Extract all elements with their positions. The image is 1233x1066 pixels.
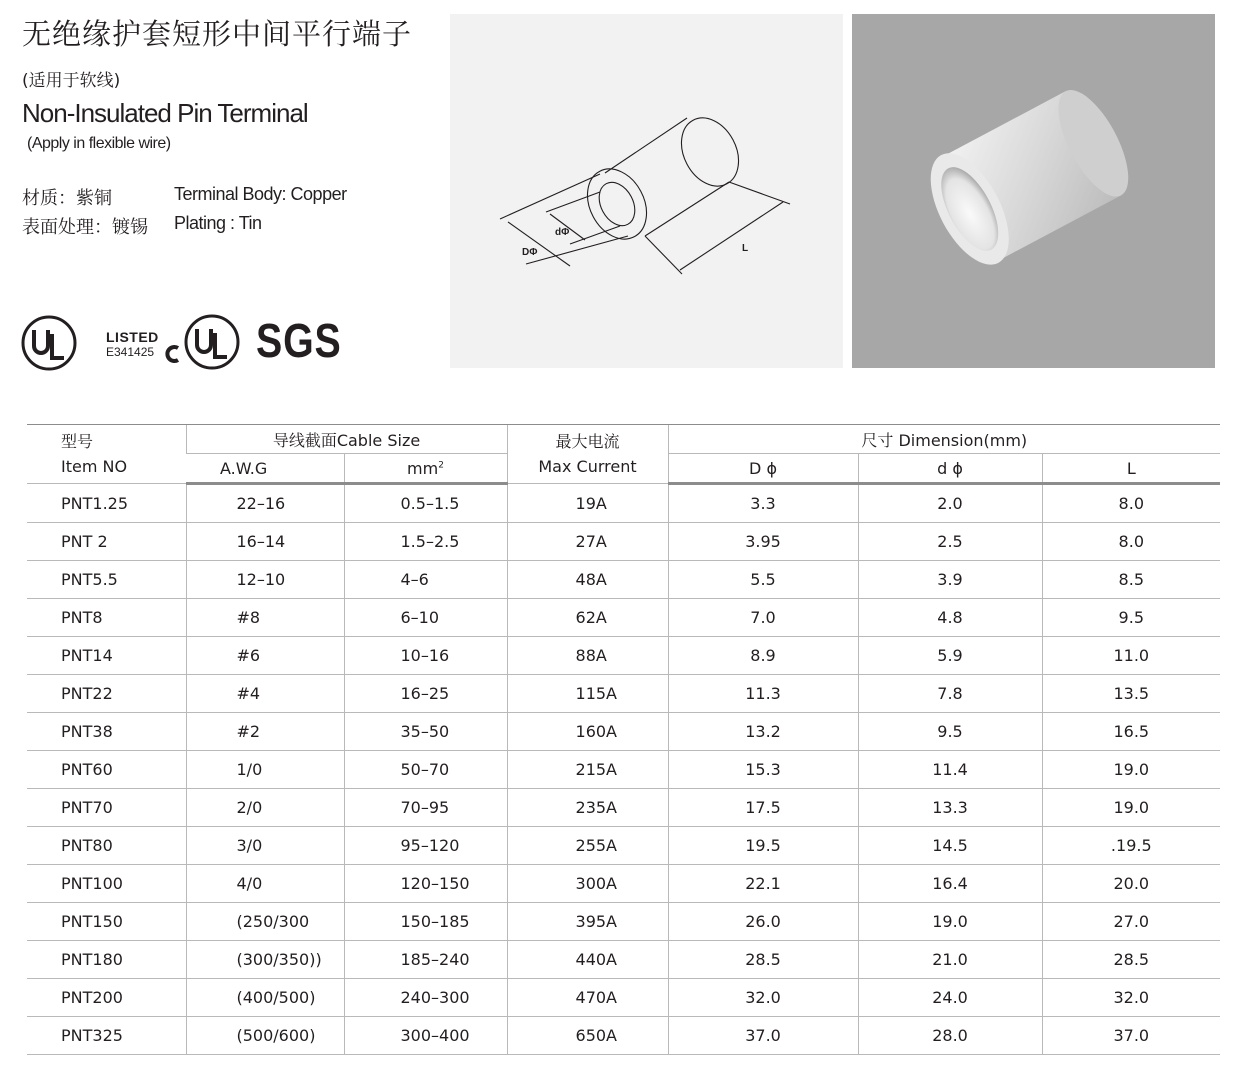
cell-current: 160A xyxy=(507,713,668,751)
cell-awg: (300/350)) xyxy=(186,941,344,979)
table-row xyxy=(27,484,1220,523)
cell-mm2: 10–16 xyxy=(344,637,507,675)
listed-mark xyxy=(106,330,159,358)
cell-outer-diameter: 32.0 xyxy=(668,979,858,1017)
cell-length: 8.0 xyxy=(1042,523,1220,561)
cell-outer-diameter: 7.0 xyxy=(668,599,858,637)
cell-mm2: 300–400 xyxy=(344,1017,507,1055)
cell-length: 19.0 xyxy=(1042,751,1220,789)
cell-item: PNT70 xyxy=(27,789,186,827)
cell-outer-diameter: 19.5 xyxy=(668,827,858,865)
cell-length: 9.5 xyxy=(1042,599,1220,637)
header-L: L xyxy=(1042,454,1220,484)
header-item-cn: 型号 xyxy=(61,432,94,451)
cell-mm2: 120–150 xyxy=(344,865,507,903)
cell-item: PNT14 xyxy=(27,637,186,675)
inner-diameter-label: dΦ xyxy=(555,227,570,238)
cell-length: 27.0 xyxy=(1042,903,1220,941)
cell-current: 235A xyxy=(507,789,668,827)
cell-length: .19.5 xyxy=(1042,827,1220,865)
cell-current: 88A xyxy=(507,637,668,675)
cell-item: PNT150 xyxy=(27,903,186,941)
cell-mm2: 240–300 xyxy=(344,979,507,1017)
cell-inner-diameter: 21.0 xyxy=(858,941,1042,979)
cell-mm2: 150–185 xyxy=(344,903,507,941)
cell-inner-diameter: 14.5 xyxy=(858,827,1042,865)
cell-awg: 2/0 xyxy=(186,789,344,827)
cell-awg: 22–16 xyxy=(186,484,344,523)
table-row xyxy=(27,789,1220,827)
header-mm2 xyxy=(344,454,507,484)
cell-mm2: 4–6 xyxy=(344,561,507,599)
cell-item: PNT80 xyxy=(27,827,186,865)
cell-item: PNT200 xyxy=(27,979,186,1017)
cell-length: 32.0 xyxy=(1042,979,1220,1017)
cell-current: 62A xyxy=(507,599,668,637)
cell-mm2: 185–240 xyxy=(344,941,507,979)
cell-outer-diameter: 5.5 xyxy=(668,561,858,599)
spec-plating-value: Plating : Tin xyxy=(174,213,262,233)
cell-current: 215A xyxy=(507,751,668,789)
header-d: d ϕ xyxy=(858,454,1042,484)
cell-current: 255A xyxy=(507,827,668,865)
spec-material-value: Terminal Body: Copper xyxy=(174,184,347,204)
page-title-en: Non-Insulated Pin Terminal xyxy=(22,98,308,128)
cell-item: PNT8 xyxy=(27,599,186,637)
cell-item: PNT5.5 xyxy=(27,561,186,599)
listed-number: E341425 xyxy=(106,345,155,359)
cell-current: 115A xyxy=(507,675,668,713)
table-row xyxy=(27,675,1220,713)
cell-mm2: 70–95 xyxy=(344,789,507,827)
spec-material xyxy=(22,184,347,210)
cell-item: PNT325 xyxy=(27,1017,186,1055)
cell-inner-diameter: 24.0 xyxy=(858,979,1042,1017)
table-row xyxy=(27,637,1220,675)
cul-logo xyxy=(164,310,244,374)
cell-mm2: 6–10 xyxy=(344,599,507,637)
listed-label: LISTED xyxy=(106,329,159,345)
cell-outer-diameter: 37.0 xyxy=(668,1017,858,1055)
cell-outer-diameter: 22.1 xyxy=(668,865,858,903)
header-current-en: Max Current xyxy=(538,457,637,476)
terminal-drawing xyxy=(450,14,843,368)
cell-length: 16.5 xyxy=(1042,713,1220,751)
cell-length: 11.0 xyxy=(1042,637,1220,675)
header-D: D ϕ xyxy=(668,454,858,484)
table-row xyxy=(27,561,1220,599)
cell-item: PNT60 xyxy=(27,751,186,789)
cell-length: 20.0 xyxy=(1042,865,1220,903)
table-row xyxy=(27,751,1220,789)
cell-inner-diameter: 3.9 xyxy=(858,561,1042,599)
cell-length: 37.0 xyxy=(1042,1017,1220,1055)
header-item xyxy=(27,425,186,484)
cell-inner-diameter: 9.5 xyxy=(858,713,1042,751)
cell-current: 48A xyxy=(507,561,668,599)
cell-awg: (250/300 xyxy=(186,903,344,941)
cell-current: 440A xyxy=(507,941,668,979)
cell-outer-diameter: 3.95 xyxy=(668,523,858,561)
terminal-photo xyxy=(852,14,1215,368)
cell-item: PNT38 xyxy=(27,713,186,751)
cell-mm2: 95–120 xyxy=(344,827,507,865)
cell-awg: #8 xyxy=(186,599,344,637)
table-row xyxy=(27,865,1220,903)
cell-length: 19.0 xyxy=(1042,789,1220,827)
cell-outer-diameter: 11.3 xyxy=(668,675,858,713)
cell-current: 650A xyxy=(507,1017,668,1055)
cell-length: 8.0 xyxy=(1042,484,1220,523)
cell-outer-diameter: 13.2 xyxy=(668,713,858,751)
cell-inner-diameter: 5.9 xyxy=(858,637,1042,675)
cell-awg: 3/0 xyxy=(186,827,344,865)
cell-inner-diameter: 7.8 xyxy=(858,675,1042,713)
table-row xyxy=(27,903,1220,941)
cell-outer-diameter: 8.9 xyxy=(668,637,858,675)
cell-item: PNT22 xyxy=(27,675,186,713)
cell-inner-diameter: 4.8 xyxy=(858,599,1042,637)
cell-length: 8.5 xyxy=(1042,561,1220,599)
sgs-logo: SGS xyxy=(256,315,342,368)
cell-mm2: 16–25 xyxy=(344,675,507,713)
table-row xyxy=(27,599,1220,637)
cell-length: 13.5 xyxy=(1042,675,1220,713)
table-row xyxy=(27,713,1220,751)
cell-inner-diameter: 28.0 xyxy=(858,1017,1042,1055)
table-header-row xyxy=(27,425,1220,454)
spec-plating-label: 表面处理：镀锡 xyxy=(22,217,148,238)
table-row xyxy=(27,827,1220,865)
cell-awg: #4 xyxy=(186,675,344,713)
cell-inner-diameter: 11.4 xyxy=(858,751,1042,789)
spec-table xyxy=(27,424,1220,1055)
spec-material-label: 材质：紫铜 xyxy=(22,188,112,209)
cell-inner-diameter: 19.0 xyxy=(858,903,1042,941)
cell-awg: (400/500) xyxy=(186,979,344,1017)
cell-outer-diameter: 17.5 xyxy=(668,789,858,827)
cell-awg: 12–10 xyxy=(186,561,344,599)
outer-diameter-label: DΦ xyxy=(522,247,538,258)
subtitle-en: (Apply in flexible wire) xyxy=(27,135,171,152)
cell-current: 300A xyxy=(507,865,668,903)
terminal-diagram xyxy=(450,14,843,368)
table-row xyxy=(27,523,1220,561)
cell-inner-diameter: 2.0 xyxy=(858,484,1042,523)
header-mm: mm xyxy=(407,458,439,478)
table-row xyxy=(27,1017,1220,1055)
header-awg: A.W.G xyxy=(186,454,344,484)
cell-inner-diameter: 2.5 xyxy=(858,523,1042,561)
cell-current: 19A xyxy=(507,484,668,523)
cell-awg: (500/600) xyxy=(186,1017,344,1055)
cell-outer-diameter: 26.0 xyxy=(668,903,858,941)
cell-item: PNT100 xyxy=(27,865,186,903)
table-row xyxy=(27,941,1220,979)
cell-inner-diameter: 13.3 xyxy=(858,789,1042,827)
length-label: L xyxy=(742,243,749,254)
spec-plating xyxy=(22,213,262,239)
header-cable-size: 导线截面Cable Size xyxy=(186,425,507,454)
cell-outer-diameter: 15.3 xyxy=(668,751,858,789)
cell-length: 28.5 xyxy=(1042,941,1220,979)
cell-current: 27A xyxy=(507,523,668,561)
cell-mm2: 0.5–1.5 xyxy=(344,484,507,523)
cell-awg: 1/0 xyxy=(186,751,344,789)
cell-inner-diameter: 16.4 xyxy=(858,865,1042,903)
cell-item: PNT180 xyxy=(27,941,186,979)
page-title-cn: 无绝缘护套短形中间平行端子 xyxy=(22,17,413,51)
cell-awg: #6 xyxy=(186,637,344,675)
header-current-cn: 最大电流 xyxy=(555,432,620,451)
header-mm-sup: 2 xyxy=(438,460,444,471)
cell-awg: #2 xyxy=(186,713,344,751)
cell-outer-diameter: 3.3 xyxy=(668,484,858,523)
cell-current: 395A xyxy=(507,903,668,941)
subtitle-cn: (适用于软线) xyxy=(22,71,121,91)
terminal-photo-image xyxy=(852,14,1215,368)
cell-awg: 16–14 xyxy=(186,523,344,561)
cell-mm2: 35–50 xyxy=(344,713,507,751)
table-row xyxy=(27,979,1220,1017)
header-current xyxy=(507,425,668,484)
cell-outer-diameter: 28.5 xyxy=(668,941,858,979)
cell-mm2: 1.5–2.5 xyxy=(344,523,507,561)
cell-item: PNT1.25 xyxy=(27,484,186,523)
cell-item: PNT 2 xyxy=(27,523,186,561)
header-item-en: Item NO xyxy=(61,457,128,476)
cell-mm2: 50–70 xyxy=(344,751,507,789)
header-dimension: 尺寸 Dimension(mm) xyxy=(668,425,1220,454)
cell-awg: 4/0 xyxy=(186,865,344,903)
ul-logo xyxy=(20,314,78,372)
cell-current: 470A xyxy=(507,979,668,1017)
